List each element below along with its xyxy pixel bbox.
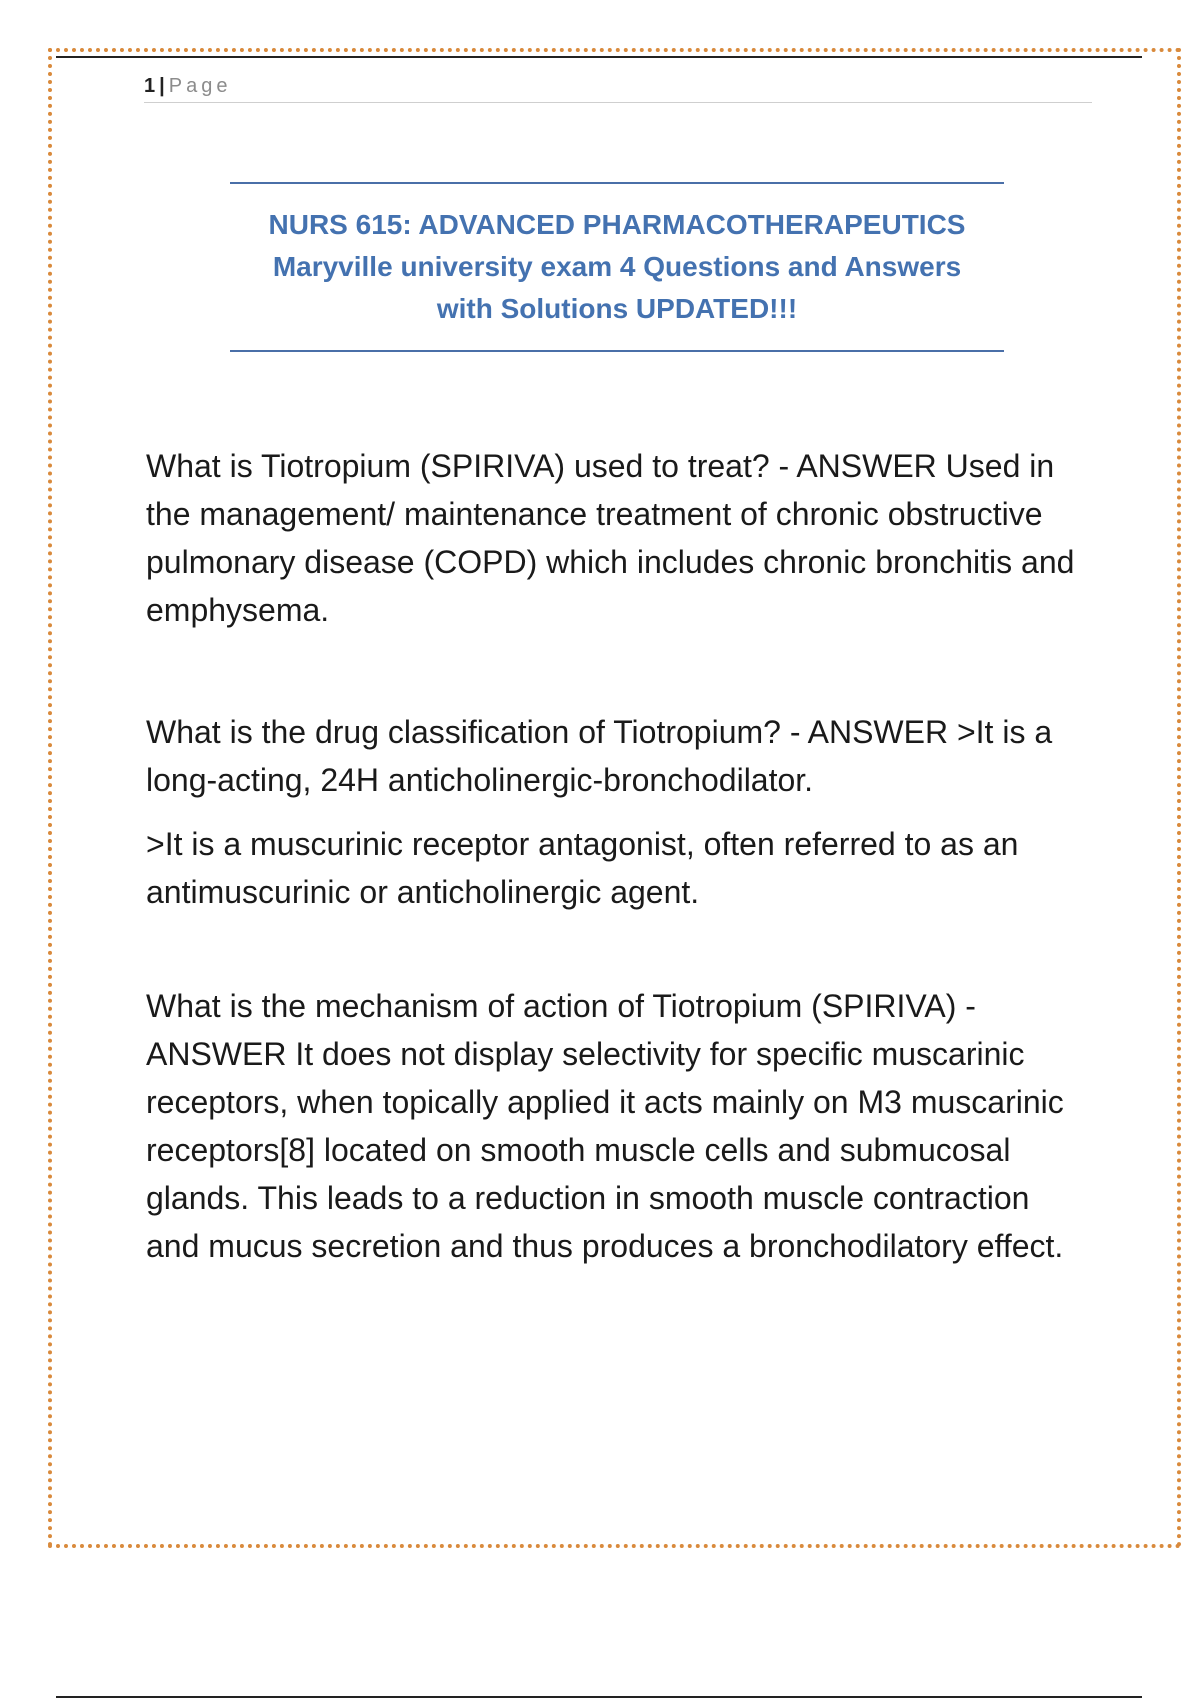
qa-item [146,708,1086,916]
page-number: 1 [144,75,156,97]
bottom-rule [56,1696,1142,1698]
title-line-3: with Solutions UPDATED!!! [436,293,798,324]
top-rule [56,56,1142,58]
qa-item [146,442,1086,634]
qa-text-continued: >It is a muscurinic receptor antagonist, often referred to as an antimuscurinic or anticholinergic agent. [146,826,1019,910]
title-block [230,182,1004,352]
qa-text: What is Tiotropium (SPIRIVA) used to treat? - ANSWER Used in the management/ maintenance treatment of chronic obstructive pulmonary disease (COPD) which includes chronic bronchitis and emphysema. [146,448,1075,628]
title-line-2: Maryville university exam 4 Questions and Answers [272,251,962,282]
title-line-1: NURS 615: ADVANCED PHARMACOTHERAPEUTICS [268,209,966,240]
qa-content [146,442,1086,1270]
page-label: Page [168,75,232,97]
page-separator: | [159,75,165,97]
qa-text: What is the drug classification of Tiotropium? - ANSWER >It is a long-acting, 24H anticholinergic-bronchodilator. [146,714,1053,798]
qa-item [146,982,1086,1270]
page-header [144,72,1092,103]
qa-text: What is the mechanism of action of Tiotropium (SPIRIVA) - ANSWER It does not display selectivity for specific muscarinic receptors, when topically applied it acts mainly on M3 muscarinic receptors[8] located on smooth muscle cells and submucosal glands. This leads to a reduction in smooth muscle contraction and mucus secretion and thus produces a bronchodilatory effect. [146,988,1064,1264]
document-title [269,204,966,330]
